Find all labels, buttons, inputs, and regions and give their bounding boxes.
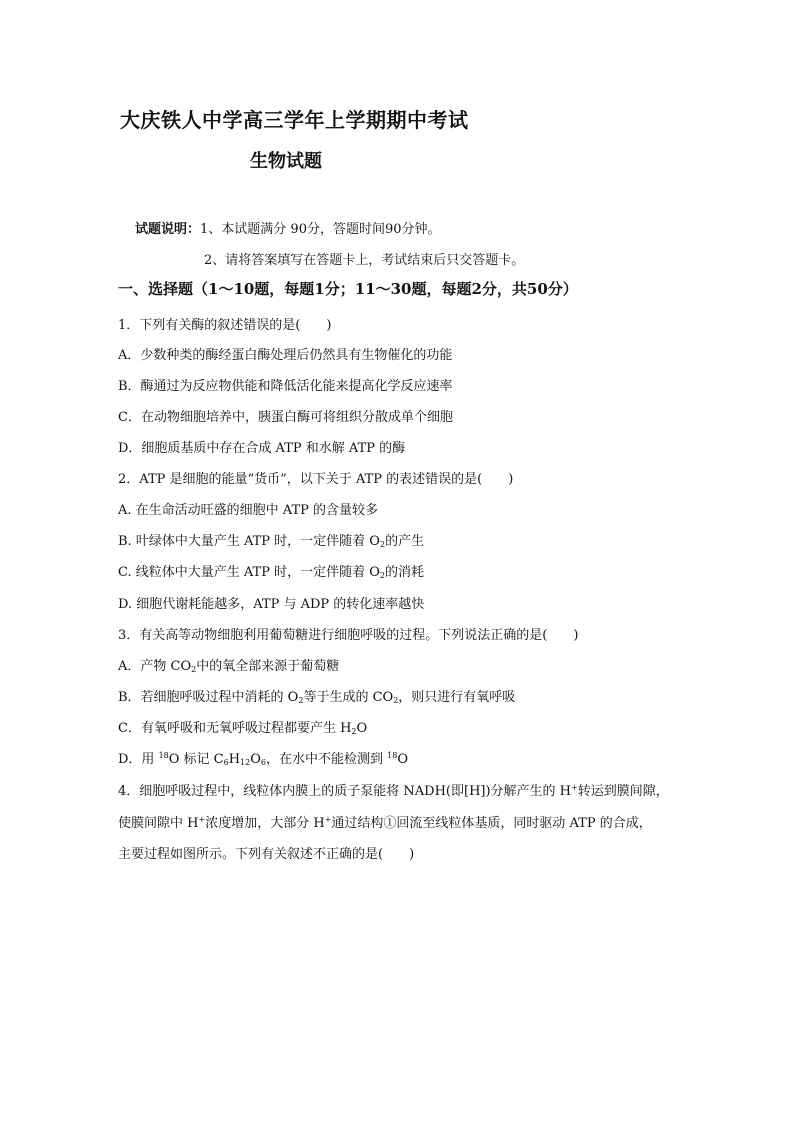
q2-option-b: B. 叶绿体中大量产生 ATP 时，一定伴随着 $O_2$的产生 [118,534,425,549]
q2-option-d: D. 细胞代谢耗能越多，ATP 与 ADP 的转化速率越快 [118,597,425,612]
instructions-line-1 [135,218,441,237]
q3-option-c: C．有氧呼吸和无氧呼吸过程都要产生 $H_2O$ [118,721,368,736]
q2-option-c: C. 线粒体中大量产生 ATP 时，一定伴随着 $O_2$的消耗 [118,565,425,580]
instruction-item-2: 2、请将答案填写在答题卡上，考试结束后只交答题卡。 [204,253,525,268]
q2-option-a: A. 在生命活动旺盛的细胞中 ATP 的含量较多 [118,503,379,518]
q4-stem-line-1: 4．细胞呼吸过程中，线粒体内膜上的质子泵能将 NADH(即[H])分解产生的 H+转运到膜间隙， [118,783,669,799]
q3-stem: 3．有关高等动物细胞利用葡萄糖进行细胞呼吸的过程。下列说法正确的是( ) [118,628,579,643]
q1-option-b: B．酶通过为反应物供能和降低活化能来提高化学反应速率 [118,379,453,394]
q1-option-d: D．细胞质基质中存在合成 ATP 和水解 ATP 的酶 [118,441,406,456]
q3-option-a: A．产物 $CO_2$中的氧全部来源于葡萄糖 [118,659,340,674]
q3-option-d: D．用 $^{18}$O 标记 $C_6H_{12}O_6$，在水中不能检测到 $^{18}$O [118,751,409,767]
q1-option-c: C．在动物细胞培养中，胰蛋白酶可将组织分散成单个细胞 [118,410,453,425]
q3-option-b: B．若细胞呼吸过程中消耗的 $O_2$等于生成的 $CO_2$，则只进行有氧呼吸 [118,690,516,705]
q4-stem-line-3: 主要过程如图所示。下列有关叙述不正确的是( ) [118,847,415,862]
q1-stem: 1．下列有关酶的叙述错误的是( ) [118,318,332,333]
q4-stem-line-2: 使膜间隙中 H+浓度增加，大部分 H+通过结构①回流至线粒体基质，同时驱动 ATP 的合成， [118,815,652,831]
q1-option-a: A．少数种类的酶经蛋白酶处理后仍然具有生物催化的功能 [118,348,453,363]
q2-stem: 2．ATP 是细胞的能量“货币”，以下关于 ATP 的表述错误的是( ) [118,472,514,487]
instructions-label: 试题说明： [135,222,201,237]
instruction-item-1: 1、本试题满分 90分，答题时间90分钟。 [200,222,441,237]
exam-title: 大庆铁人中学高三学年上学期期中考试 [120,108,469,132]
section-heading: 一、选择题（1～10题，每题1分；11～30题，每题2分，共50分） [118,280,578,298]
exam-subtitle: 生物试题 [250,151,322,172]
